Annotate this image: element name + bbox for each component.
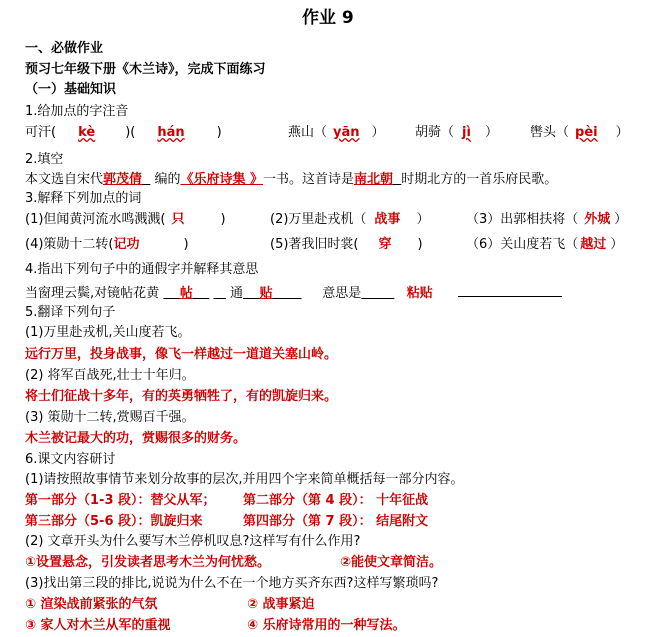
page-title: 作业 9 — [302, 8, 354, 28]
answer-text: ② 战事紧迫 — [247, 597, 315, 612]
section-heading: 一、必做作业 — [25, 41, 104, 56]
question-text: ） — [610, 237, 624, 252]
question-text: ） — [614, 212, 628, 227]
question-text: (2)万里赴戎机（ — [270, 212, 367, 227]
question-title: 4.指出下列句子中的通假字并解释其意思 — [25, 262, 259, 277]
fill-blank-row — [25, 171, 557, 189]
subsection-heading: （一）基础知识 — [25, 82, 117, 97]
answer-text: ①设置悬念，引发读者思考木兰为何忧愁。 — [25, 555, 271, 570]
answer-text: 第三部分（5-6 段）：凯旋归来 — [25, 514, 203, 529]
question-title: 6.课文内容研讨 — [25, 452, 116, 467]
answer-text: 贴 — [259, 286, 273, 301]
question-item — [288, 124, 385, 142]
question-text: 意思是 — [322, 286, 362, 301]
blank-line — [458, 283, 562, 297]
question-text: ) — [417, 237, 423, 252]
question-text: (1)但闻黄河流水鸣溅溅( — [25, 212, 166, 227]
question-text: ) — [216, 125, 222, 140]
answer-text: 将士们征战十多年，有的英勇牺牲了，有的凯旋归来。 — [25, 389, 338, 404]
answer-pinyin: pèi — [575, 125, 598, 140]
question-text: ） — [416, 212, 430, 227]
question-text: )( — [125, 125, 136, 140]
answer-text: 远行万里，投身战事，像飞一样越过一道道关塞山岭。 — [25, 347, 338, 362]
question-item — [270, 236, 423, 254]
question-item — [466, 211, 627, 229]
question-text: ) — [183, 237, 189, 252]
question-item — [415, 124, 498, 142]
question-item — [466, 236, 623, 254]
question-text: (2) 将军百战死,壮士十年归。 — [25, 368, 195, 383]
question-text: 本文选自宋代 — [25, 172, 104, 187]
answer-text: 记功 — [113, 237, 140, 252]
question-text: (1)请按照故事情节来划分故事的层次,并用四个字来简单概括每一部分内容。 — [25, 472, 464, 487]
answer-text: 第一部分（1-3 段）：替父从军； — [25, 493, 216, 508]
answer-text: 木兰被记最大的功，赏赐很多的财务。 — [25, 431, 247, 446]
question-text: (2) 文章开头为什么要写木兰停机叹息?这样写有什么作用? — [25, 534, 361, 549]
question-text: ） — [484, 125, 498, 140]
question-text: (3)找出第三段的排比,说说为什么不在一个地方买齐东西?这样写繁琐吗? — [25, 576, 439, 591]
answer-text: ① 渲染战前紧张的气氛 — [25, 597, 158, 612]
answer-text: 第二部分（第 4 段）： 十年征战 — [243, 493, 429, 508]
answer-pinyin: yān — [333, 125, 360, 140]
answer-text: 《乐府诗集 》 — [180, 172, 263, 187]
answer-text: 粘贴 — [406, 286, 433, 301]
question-item — [25, 211, 226, 229]
answer-text: ②能使文章简洁。 — [340, 555, 443, 570]
answer-pinyin: kè — [78, 125, 96, 140]
question-title: 5.翻译下列句子 — [25, 305, 116, 320]
answer-pinyin: hán — [157, 125, 185, 140]
question-text: (3) 策勋十二转,赏赐百千强。 — [25, 410, 195, 425]
question-text: 可汗( — [25, 125, 57, 140]
answer-text: 越过 — [580, 237, 607, 252]
answer-text: ④ 乐府诗常用的一种写法。 — [247, 618, 406, 633]
answer-text: 穿 — [378, 237, 392, 252]
answer-pinyin: jì — [462, 125, 471, 140]
question-text: ) — [220, 212, 226, 227]
question-text: ） — [371, 125, 385, 140]
question-text: 编的 — [154, 172, 181, 187]
question-title: 2.填空 — [25, 152, 64, 167]
question-title: 3.解释下列加点的词 — [25, 191, 142, 206]
question-item — [530, 124, 629, 142]
section-subheading: 预习七年级下册《木兰诗》，完成下面练习 — [25, 62, 266, 77]
answer-text: 战事 — [374, 212, 401, 227]
answer-text: 郭茂倩 — [103, 172, 143, 187]
question-text: (4)策勋十二转( — [25, 237, 114, 252]
question-text: (5)著我旧时裳( — [270, 237, 359, 252]
fill-blank-row — [25, 283, 562, 303]
answer-text: ③ 家人对木兰从军的重视 — [25, 618, 171, 633]
question-text: （3）出郭相扶将（ — [466, 212, 579, 227]
question-title: 1.给加点的字注音 — [25, 104, 129, 119]
question-text: 时期北方的一首乐府民歌。 — [401, 172, 558, 187]
question-text: （6）关山度若飞（ — [466, 237, 579, 252]
answer-text: 只 — [171, 212, 185, 227]
answer-text: 帖 — [179, 286, 193, 301]
question-text: 通 — [230, 286, 244, 301]
question-text: (1)万里赴戎机,关山度若飞。 — [25, 325, 191, 340]
question-text: 燕山（ — [288, 125, 328, 140]
question-text: ） — [615, 125, 629, 140]
question-text: 辔头（ — [530, 125, 570, 140]
question-row — [25, 124, 222, 142]
question-text: 当窗理云鬓,对镜帖花黄 — [25, 286, 160, 301]
answer-text: 外城 — [584, 212, 611, 227]
answer-text: 南北朝 — [354, 172, 394, 187]
question-text: 一书。这首诗是 — [262, 172, 354, 187]
question-text: 胡骑（ — [415, 125, 455, 140]
question-item — [270, 211, 429, 229]
question-item — [25, 236, 189, 254]
answer-text: 第四部分（第 7 段）： 结尾附文 — [243, 514, 429, 529]
